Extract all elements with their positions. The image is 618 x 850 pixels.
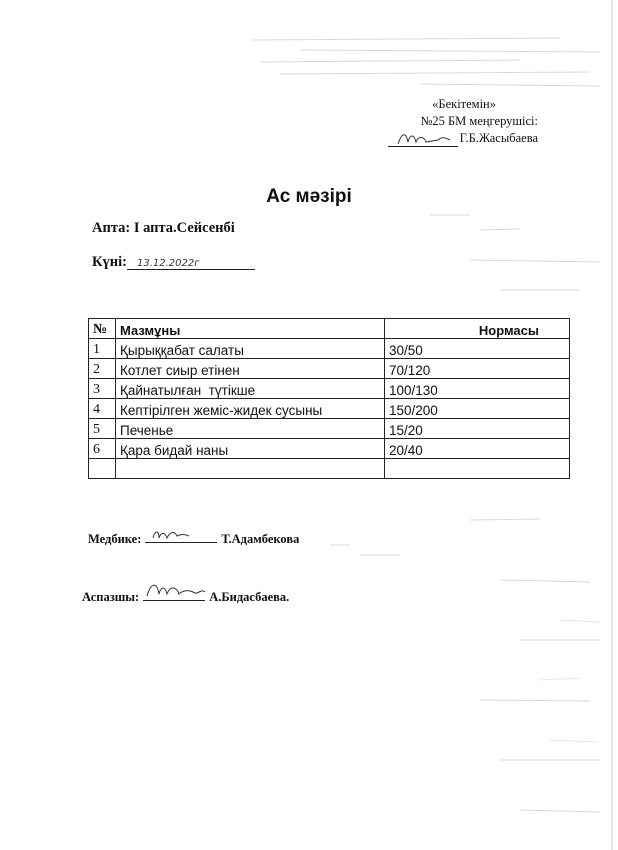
cook-signature (143, 588, 205, 601)
nurse-label: Медбике: (88, 532, 142, 546)
table-row (89, 379, 570, 399)
row-norm: 100/130 (385, 379, 570, 399)
row-number: 6 (89, 439, 116, 459)
header-norm: Нормасы (385, 319, 570, 339)
row-content: Кептірілген жеміс-жидек сусыны (116, 399, 385, 419)
approval-block (388, 96, 538, 147)
cook-label: Аспазшы: (82, 590, 140, 604)
row-number: 4 (89, 399, 116, 419)
row-content: Қырыққабат салаты (116, 339, 385, 359)
table-row (89, 419, 570, 439)
row-number: 5 (89, 419, 116, 439)
menu-table (88, 318, 570, 479)
row-content: Печенье (116, 419, 385, 439)
cook-signature-row (82, 588, 289, 605)
nurse-signature (145, 530, 217, 543)
row-norm: 20/40 (385, 439, 570, 459)
row-number (89, 459, 116, 479)
table-row (89, 339, 570, 359)
row-norm: 15/20 (385, 419, 570, 439)
approval-name: Г.Б.Жасыбаева (459, 131, 538, 145)
week-label: Апта: І апта.Сейсенбі (92, 220, 235, 236)
row-content: Қара бидай наны (116, 439, 385, 459)
table-header-row (89, 319, 570, 339)
approval-position: №25 БМ меңгерушісі: (420, 114, 538, 128)
row-norm: 70/120 (385, 359, 570, 379)
row-content: Котлет сиыр етінен (116, 359, 385, 379)
row-number: 2 (89, 359, 116, 379)
table-row-empty (89, 459, 570, 479)
row-number: 1 (89, 339, 116, 359)
table-row (89, 439, 570, 459)
row-content: Қайнатылған түтікше (116, 379, 385, 399)
date-label: Күні: (92, 254, 127, 270)
date-row (92, 254, 255, 271)
header-content: Мазмұны (116, 319, 385, 339)
cook-name: А.Бидасбаева. (209, 590, 290, 604)
row-norm: 150/200 (385, 399, 570, 419)
table-row (89, 359, 570, 379)
approval-heading: «Бекітемін» (432, 97, 496, 111)
nurse-signature-row (88, 530, 299, 547)
nurse-name: Т.Адамбекова (221, 532, 300, 546)
row-content (116, 459, 385, 479)
row-number: 3 (89, 379, 116, 399)
approval-signature-row (388, 130, 538, 147)
date-handwritten: 13.12.2022г (127, 258, 255, 270)
row-norm (385, 459, 570, 479)
row-norm: 30/50 (385, 339, 570, 359)
director-signature (388, 134, 458, 147)
page-title: Ас мәзірі (266, 186, 352, 207)
header-number: № (89, 319, 116, 339)
table-row (89, 399, 570, 419)
